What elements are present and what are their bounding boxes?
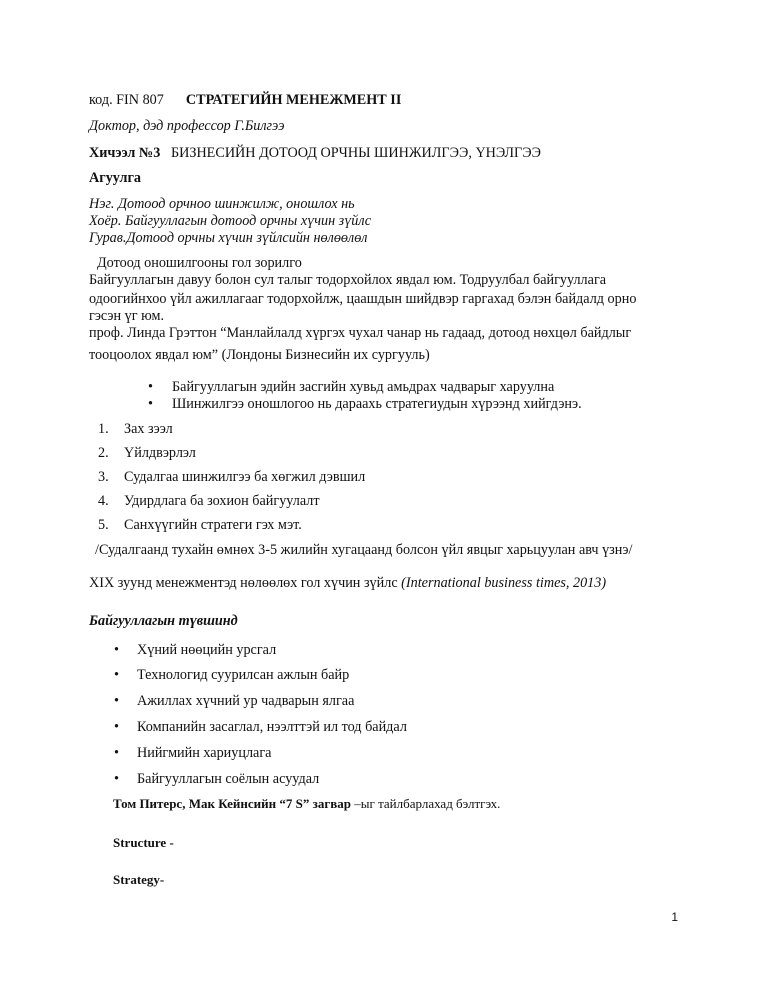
bullet-marker: • (114, 745, 119, 761)
list-item: Судалгаа шинжилгээ ба хөгжил дэвшил (124, 469, 366, 485)
quote-text: тооцоолох явдал юм” (Лондоны Бизнесийн их сургууль) (89, 347, 430, 363)
author-line: Доктор, дэд профессор Г.Билгээ (89, 118, 285, 134)
factors-source: (International business times, 2013) (401, 575, 607, 591)
purpose-text: одоогийнхоо үйл ажиллагааг тодорхойлж, цаашдын шийдвэр гаргахад бэлэн байдалд орно (89, 291, 637, 307)
lecture-number: Хичээл №3 (89, 145, 161, 161)
list-number: 1. (98, 421, 109, 437)
list-number: 5. (98, 517, 109, 533)
list-number: 3. (98, 469, 109, 485)
bullet-marker: • (114, 719, 119, 735)
course-code: код. FIN 807 (89, 92, 164, 108)
list-item: Үйлдвэрлэл (124, 445, 196, 461)
factors-text: XIX зуунд менежментэд нөлөөлөх гол хүчин зүйлс (89, 575, 402, 591)
agenda-heading: Агуулга (89, 170, 142, 186)
structure-label: Structure - (113, 835, 174, 850)
list-number: 2. (98, 445, 109, 461)
bullet-item: Компанийн засаглал, нээлттэй ил тод байдал (137, 719, 407, 735)
bullet-item: Байгууллагын эдийн засгийн хувьд амьдрах чадварыг харуулна (172, 379, 555, 395)
bullet-item: Хүний нөөцийн урсгал (137, 642, 277, 658)
list-item: Зах зээл (124, 421, 173, 437)
bullet-marker: • (114, 771, 119, 787)
purpose-heading: Дотоод оношилгооны гол зорилго (97, 255, 302, 271)
seven-s-authors: Том Питерс, Мак Кейнсийн “7 S” загвар (113, 796, 355, 811)
lecture-line (89, 144, 541, 162)
seven-s-line (113, 795, 500, 813)
bullet-marker: • (114, 642, 119, 658)
bullet-marker: • (148, 396, 153, 412)
list-number: 4. (98, 493, 109, 509)
bullet-marker: • (114, 693, 119, 709)
purpose-text: Байгууллагын давуу болон сул талыг тодорхойлох явдал юм. Тодруулбал байгууллага (89, 272, 607, 288)
note-text: /Судалгаанд тухайн өмнөх 3-5 жилийн хугацаанд болсон үйл явцыг харьцуулан авч үзнэ/ (95, 542, 633, 558)
bullet-item: Байгууллагын соёлын асуудал (137, 771, 320, 787)
list-item: Удирдлага ба зохион байгуулалт (124, 493, 320, 509)
course-title: СТРАТЕГИЙН МЕНЕЖМЕНТ II (185, 92, 402, 108)
bullet-item: Ажиллах хүчний ур чадварын ялгаа (137, 693, 355, 709)
purpose-text: гэсэн үг юм. (89, 308, 165, 324)
bullet-item: Шинжилгээ оношлогоо нь дараахь стратегиудын хүрээнд хийгдэнэ. (172, 396, 582, 412)
lecture-title: БИЗНЕСИЙН ДОТООД ОРЧНЫ ШИНЖИЛГЭЭ, ҮНЭЛГЭЭ (170, 145, 541, 161)
agenda-item: Гурав.Дотоод орчны хүчин зүйлсийн нөлөөлөл (89, 230, 368, 246)
org-level-heading: Байгууллагын түвшинд (89, 613, 238, 629)
bullet-item: Технологид суурилсан ажлын байр (137, 667, 350, 683)
factors-line (89, 574, 606, 592)
bullet-marker: • (148, 379, 153, 395)
strategy-label: Strategy- (113, 872, 165, 887)
seven-s-rest: –ыг тайлбарлахад бэлтгэх. (354, 796, 501, 811)
list-item: Санхүүгийн стратеги гэх мэт. (124, 517, 302, 533)
bullet-item: Нийгмийн хариуцлага (137, 745, 272, 761)
bullet-marker: • (114, 667, 119, 683)
quote-text: проф. Линда Грэттон “Манлайлалд хүргэх чухал чанар нь гадаад, дотоод нөхцөл байдлыг (89, 325, 632, 341)
page-number: 1 (671, 910, 678, 924)
agenda-item: Нэг. Дотоод орчноо шинжилж, оношлох нь (89, 196, 355, 212)
course-header (89, 91, 401, 109)
agenda-item: Хоёр. Байгууллагын дотоод орчны хүчин зүйлс (89, 213, 372, 229)
